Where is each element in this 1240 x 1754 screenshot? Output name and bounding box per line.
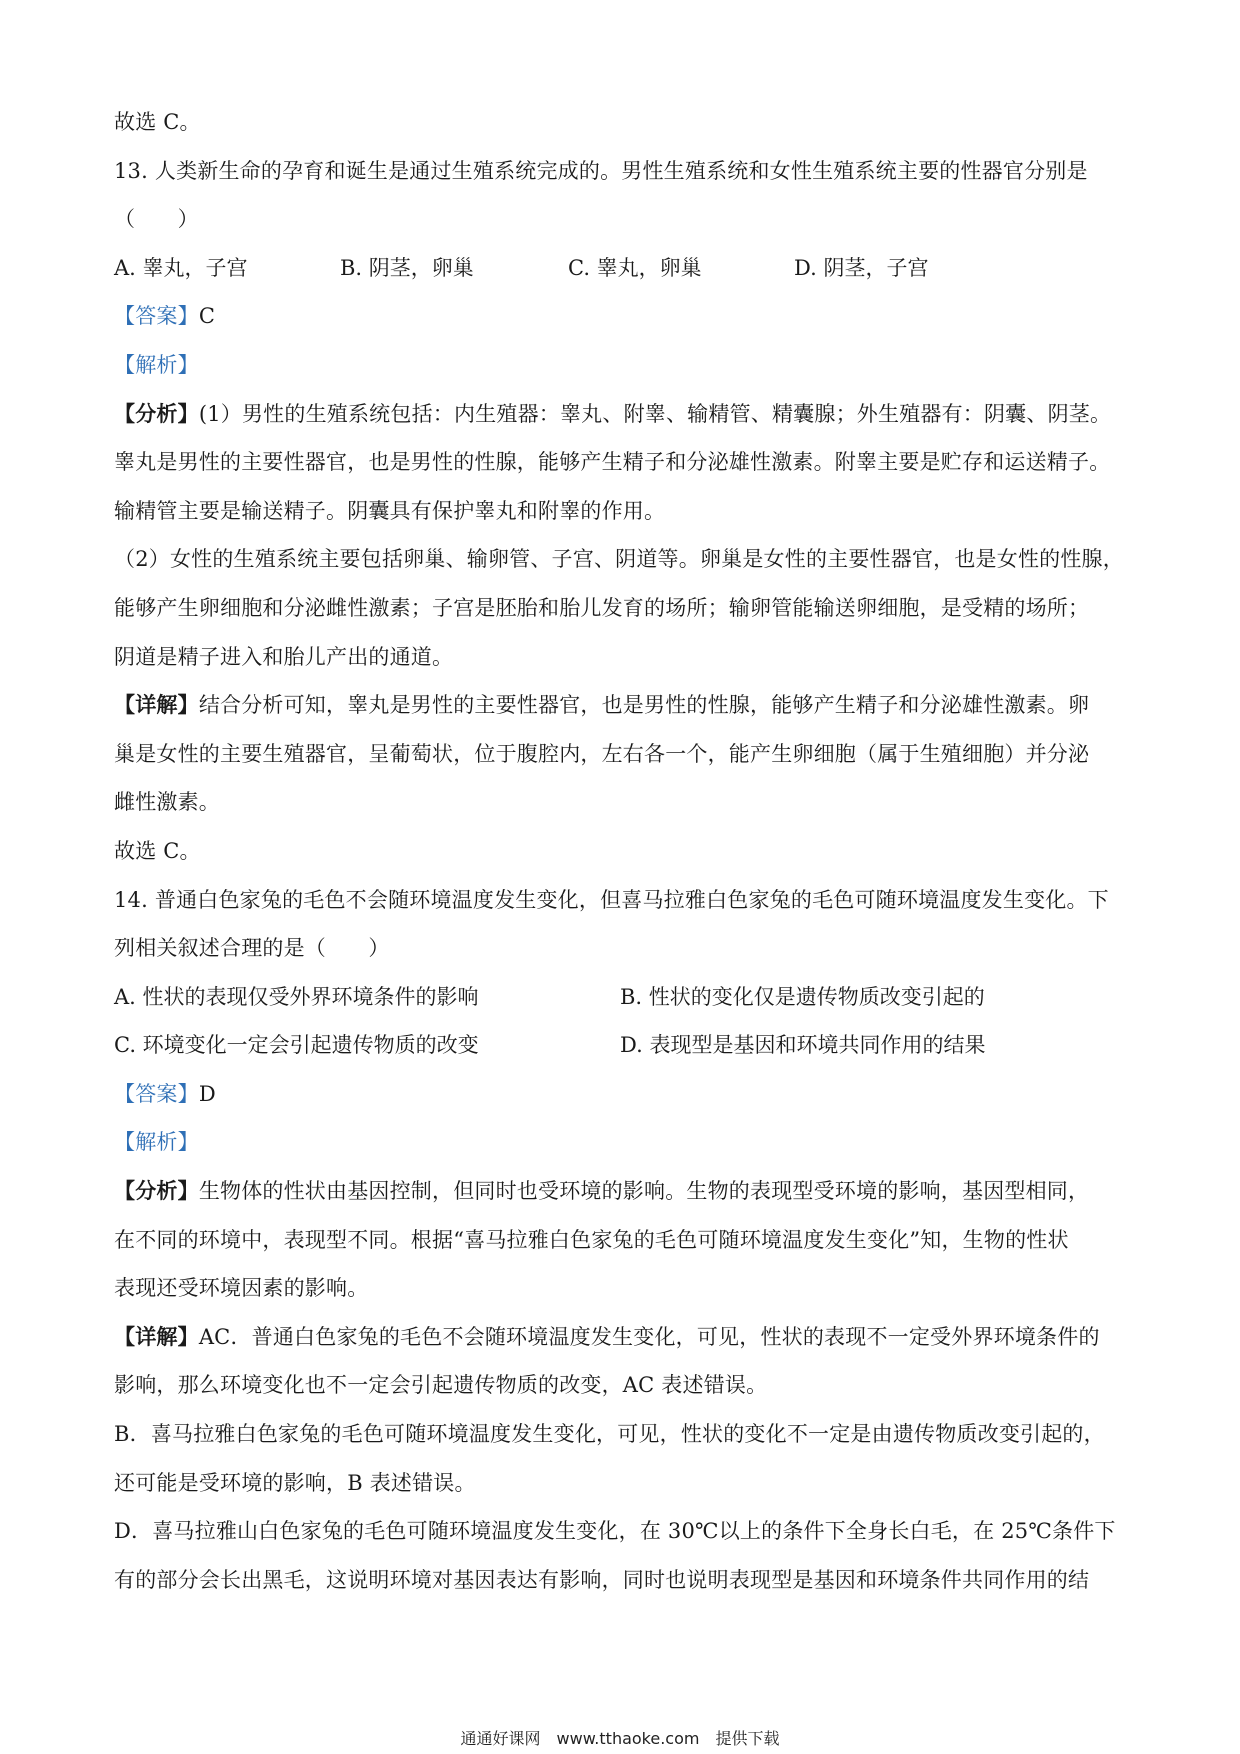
analysis-line: 表现还受环境因素的影响。	[114, 1276, 369, 1301]
analysis-line: 在不同的环境中，表现型不同。根据“喜马拉雅白色家兔的毛色可随环境温度发生变化”知，生物的性状	[114, 1227, 1069, 1252]
detail-line: 【详解】AC．普通白色家兔的毛色不会随环境温度发生变化，可见，性状的表现不一定受外界环境条件的	[114, 1323, 1100, 1349]
question-14-options-row2	[114, 1021, 1130, 1070]
question-13-stem: 13. 人类新生命的孕育和诞生是通过生殖系统完成的。男性生殖系统和女性生殖系统主要的性器官分别是	[114, 158, 1088, 183]
document-page	[114, 98, 1130, 1604]
analysis-line: 【分析】生物体的性状由基因控制，但同时也受环境的影响。生物的表现型受环境的影响，基因型相同，	[114, 1178, 1090, 1204]
detail-line: B．喜马拉雅白色家兔的毛色可随环境温度发生变化，可见，性状的变化不一定是由遗传物质改变引起的，	[114, 1422, 1105, 1447]
option-a: A. 性状的表现仅受外界环境条件的影响	[114, 984, 479, 1009]
analysis-tag: 【分析】	[114, 1178, 199, 1204]
detail-line: D．喜马拉雅山白色家兔的毛色可随环境温度发生变化，在 30℃以上的条件下全身长白毛，在 25℃条件下	[114, 1519, 1116, 1544]
analysis-line: 【分析】(1）男性的生殖系统包括：内生殖器：睾丸、附睾、输精管、精囊腺；外生殖器有：阴囊、阴茎。	[114, 400, 1112, 426]
detail-line: 雌性激素。	[114, 790, 220, 815]
analysis-tag: 【分析】	[114, 400, 199, 426]
detail-tag: 【详解】	[114, 692, 199, 718]
detail-line: 影响，那么环境变化也不一定会引起遗传物质的改变，AC 表述错误。	[114, 1373, 768, 1398]
question-13-stem-cont: （ ）	[114, 207, 199, 232]
detail-line: 巢是女性的主要生殖器官，呈葡萄状，位于腹腔内，左右各一个，能产生卵细胞（属于生殖细胞）并分泌	[114, 741, 1090, 766]
option-d: D. 阴茎，子宫	[794, 255, 929, 280]
analysis-line: 输精管主要是输送精子。阴囊具有保护睾丸和附睾的作用。	[114, 498, 666, 523]
question-14-stem: 14. 普通白色家兔的毛色不会随环境温度发生变化，但喜马拉雅白色家兔的毛色可随环境温度发生变化。下	[114, 887, 1109, 912]
detail-line: 【详解】结合分析可知，睾丸是男性的主要性器官，也是男性的性腺，能够产生精子和分泌雄性激素。卵	[114, 692, 1090, 718]
detail-tag: 【详解】	[114, 1323, 199, 1349]
detail-line: 还可能是受环境的影响，B 表述错误。	[114, 1470, 476, 1495]
answer-line	[114, 292, 1130, 341]
question-13-options	[114, 244, 1130, 293]
answer-tag: 【答案】	[114, 1081, 199, 1106]
analysis-line: 睾丸是男性的主要性器官，也是男性的性腺，能够产生精子和分泌雄性激素。附睾主要是贮存和运送精子。	[114, 450, 1111, 475]
detail-line: 有的部分会长出黑毛，这说明环境对基因表达有影响，同时也说明表现型是基因和环境条件共同作用的结	[114, 1567, 1090, 1592]
option-c: C. 环境变化一定会引起遗传物质的改变	[114, 1033, 479, 1058]
analysis-line: 阴道是精子进入和胎儿产出的通道。	[114, 644, 454, 669]
answer-value: D	[198, 1081, 216, 1106]
answer-line	[114, 1070, 1130, 1119]
page-footer: 通通好课网 www.tthaoke.com 提供下载	[460, 1729, 780, 1748]
analysis-heading: 【解析】	[114, 1130, 199, 1155]
question-14-stem-cont: 列相关叙述合理的是（ ）	[114, 936, 390, 961]
analysis-heading: 【解析】	[114, 352, 199, 377]
option-c: C. 睾丸，卵巢	[568, 255, 702, 280]
answer-value: C	[198, 304, 216, 329]
text-line: 故选 C。	[114, 110, 201, 134]
question-14-options-row1	[114, 973, 1130, 1022]
option-a: A. 睾丸，子宫	[114, 255, 248, 280]
option-d: D. 表现型是基因和环境共同作用的结果	[620, 1033, 986, 1058]
answer-tag: 【答案】	[114, 304, 199, 329]
analysis-line: 能够产生卵细胞和分泌雌性激素；子宫是胚胎和胎儿发育的场所；输卵管能输送卵细胞，是受精的场所；	[114, 595, 1090, 620]
option-b: B. 阴茎，卵巢	[340, 255, 474, 280]
analysis-line: （2）女性的生殖系统主要包括卵巢、输卵管、子宫、阴道等。卵巢是女性的主要性器官，也是女性的性腺，	[114, 547, 1124, 572]
conclusion-line: 故选 C。	[114, 838, 201, 863]
option-b: B. 性状的变化仅是遗传物质改变引起的	[620, 984, 985, 1009]
